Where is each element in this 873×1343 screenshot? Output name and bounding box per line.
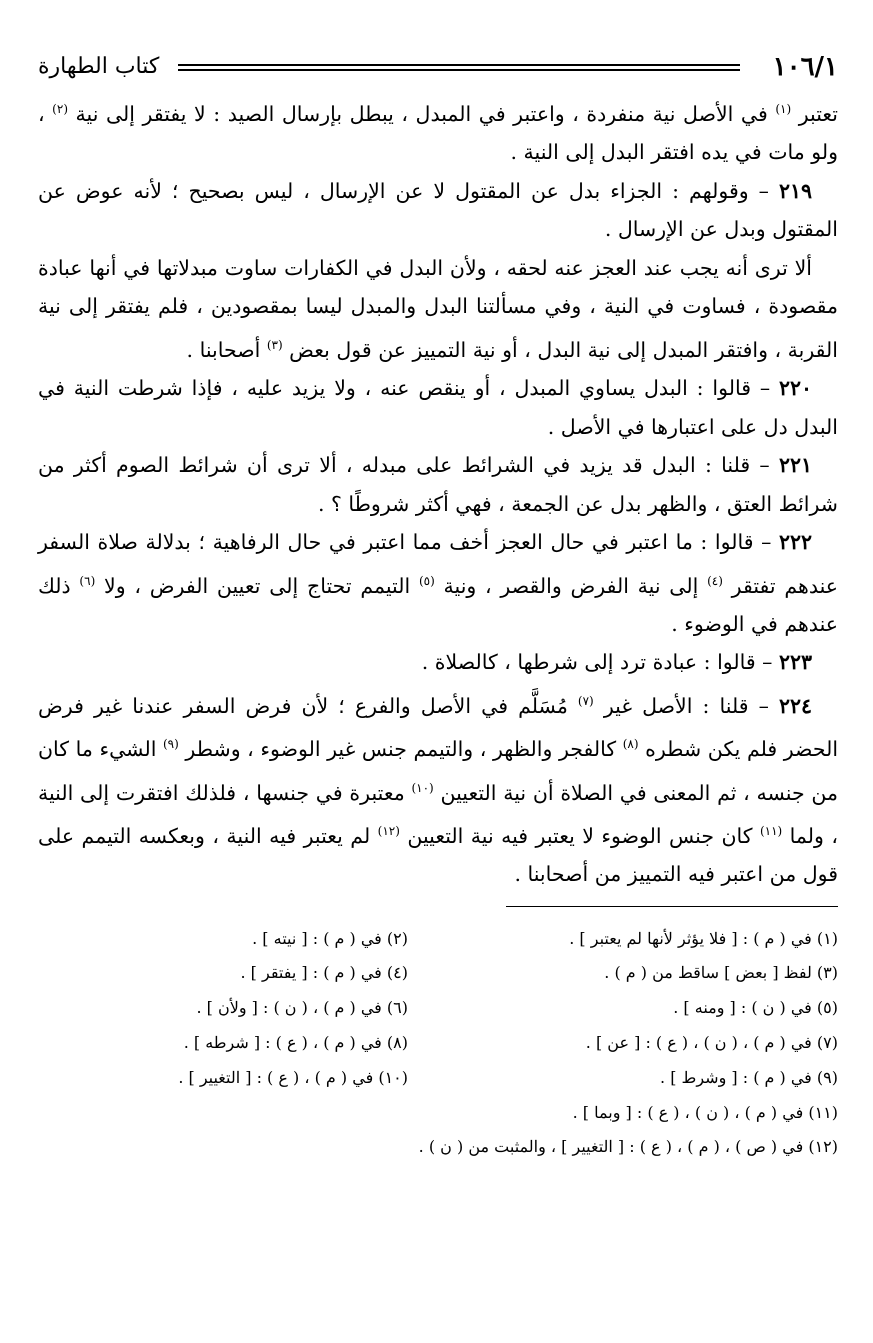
footnote-ref: (٨) <box>622 737 639 752</box>
footnote-2: (٢) في ( م ) : [ نيته ] . <box>252 928 408 948</box>
text-run: كان جنس الوضوء لا يعتبر فيه نية التعيين <box>399 823 760 848</box>
footnote-ref: (٣) <box>266 337 283 352</box>
text-run: معتبرة في جنسها ، فلذلك افتقرت إلى النية ، ولما <box>38 780 838 848</box>
header-rule <box>178 64 740 71</box>
text-run: – قلنا : البدل قد يزيد في الشرائط على مبدله ، ألا ترى أن شرائط الصوم أكثر من شرائط العتق ، والظهر بدل عن الجمعة ، فهي أكثر شروطًا ؟ . <box>38 453 838 516</box>
footnote-row <box>38 990 838 1025</box>
issue-number: ٢٢٤ <box>778 693 812 718</box>
footnote-7: (٧) في ( م ) ، ( ن ) ، ( ع ) : [ عن ] . <box>585 1033 838 1053</box>
paragraph-222 <box>38 523 838 643</box>
footnote-ref: (٦) <box>79 573 96 588</box>
text-run: ذلك عندهم في الوضوء . <box>38 573 838 636</box>
book-title: كتاب الطهارة <box>38 54 160 79</box>
text-run: كالفجر والظهر ، والتيمم جنس غير الوضوء ، وشطر <box>178 737 623 762</box>
footnote-ref: (١٠) <box>411 780 434 795</box>
issue-number: ٢٢٠ <box>778 376 812 401</box>
footnote-ref: (٢) <box>52 102 68 116</box>
footnote-row <box>38 921 838 956</box>
text-run: في الأصل نية منفردة ، واعتبر في المبدل ، يبطل بإرسال الصيد : لا يفتقر إلى نية <box>68 101 776 126</box>
footnote-ref: (٥) <box>418 573 435 588</box>
footnote-9: (٩) في ( م ) : [ وشرط ] . <box>660 1067 838 1087</box>
text-run: الشيء ما كان من جنسه ، ثم المعنى في الصلاة أن نية التعيين <box>38 737 838 805</box>
footnote-row <box>38 1095 838 1130</box>
text-run: ألا ترى أنه يجب عند العجز عنه لحقه ، ولأن البدل في الكفارات ساوت مبدلاتها في أنها عبادة مقصودة ، فساوت في النية ، وفي مسألتنا البدل والمبدل ليسا بمقصودين ، فلم يفتقر إلى نية القربة ، وافتقر المبدل إلى نية البدل ، أو نية التمييز عن قول بعض <box>38 255 838 362</box>
text-run: – وقولهم : الجزاء بدل عن المقتول لا عن الإرسال ، ليس بصحيح ؛ لأنه عوض عن المقتول وبدل عن الإرسال . <box>38 178 838 242</box>
text-run: مُسَلَّم في الأصل والفرع ؛ لأن فرض السفر عندنا غير فرض الحضر فلم يكن شطره <box>38 693 839 762</box>
footnote-row <box>38 1025 838 1060</box>
main-text <box>38 90 838 894</box>
text-run: أصحابنا . <box>186 337 267 362</box>
issue-number: ٢٢١ <box>778 453 812 478</box>
footnote-10: (١٠) في ( م ) ، ( ع ) : [ التغيير ] . <box>178 1067 408 1087</box>
footnote-ref: (١) <box>775 102 792 116</box>
footnote-6: (٦) في ( م ) ، ( ن ) : [ ولأن ] . <box>196 998 408 1018</box>
paragraph-219 <box>38 172 838 249</box>
text-run: – قلنا : الأصل غير <box>593 693 779 718</box>
footnote-ref: (٤) <box>707 573 723 588</box>
footnote-3: (٣) لفظ [ بعض ] ساقط من ( م ) . <box>604 963 838 983</box>
issue-number: ٢٢٢ <box>778 530 812 555</box>
page-number: ١٠٦/١ <box>772 52 838 82</box>
text-run: – قالوا : البدل يساوي المبدل ، أو ينقص عنه ، ولا يزيد عليه ، فإذا شرطت النية في البدل دل على اعتبارها في الأصل . <box>38 376 838 439</box>
footnote-separator <box>506 906 838 907</box>
page-header <box>38 50 838 90</box>
text-run: – قالوا : ما اعتبر في حال العجز أخف مما اعتبر في حال الرفاهية ؛ بدلالة صلاة السفر عندهم تفتقر <box>38 530 839 598</box>
footnote-ref: (٩) <box>162 737 179 752</box>
text-run: لم يعتبر فيه النية ، وبعكسه التيمم على قول من اعتبر فيه التمييز من أصحابنا . <box>38 823 838 887</box>
text-run: تعتبر <box>791 101 839 126</box>
footnotes <box>38 921 838 1165</box>
paragraph-1 <box>38 90 838 172</box>
paragraph-224 <box>38 682 838 894</box>
footnote-ref: (١٢) <box>377 823 400 838</box>
paragraph-221 <box>38 446 838 523</box>
footnote-12: (١٢) في ( ص ) ، ( م ) ، ( ع ) : [ التغيير ] ، والمثبت من ( ن ) . <box>418 1137 838 1157</box>
footnote-4: (٤) في ( م ) : [ يفتقر ] . <box>240 963 408 983</box>
footnote-row <box>38 1130 838 1165</box>
footnote-row <box>38 1060 838 1095</box>
footnote-ref: (٧) <box>577 693 594 708</box>
text-run: ، ولو مات في يده افتقر البدل إلى النية . <box>38 101 838 165</box>
footnote-8: (٨) في ( م ) ، ( ع ) : [ شرطه ] . <box>183 1033 408 1053</box>
text-run: إلى نية الفرض والقصر ، ونية <box>434 573 708 598</box>
book-page <box>38 50 838 1164</box>
footnote-1: (١) في ( م ) : [ فلا يؤثر لأنها لم يعتبر ] . <box>569 928 838 948</box>
text-run: التيمم تحتاج إلى تعيين الفرض ، ولا <box>95 573 419 598</box>
issue-number: ٢٢٣ <box>778 650 812 675</box>
footnote-5: (٥) في ( ن ) : [ ومنه ] . <box>673 998 838 1018</box>
footnote-ref: (١١) <box>759 823 783 838</box>
text-run: – قالوا : عبادة ترد إلى شرطها ، كالصلاة . <box>421 650 779 675</box>
paragraph-220 <box>38 369 838 446</box>
footnote-11: (١١) في ( م ) ، ( ن ) ، ( ع ) : [ وبما ] . <box>572 1102 838 1122</box>
paragraph-223 <box>38 643 838 682</box>
footnote-row <box>38 956 838 991</box>
paragraph-argument <box>38 249 838 369</box>
issue-number: ٢١٩ <box>778 178 812 203</box>
